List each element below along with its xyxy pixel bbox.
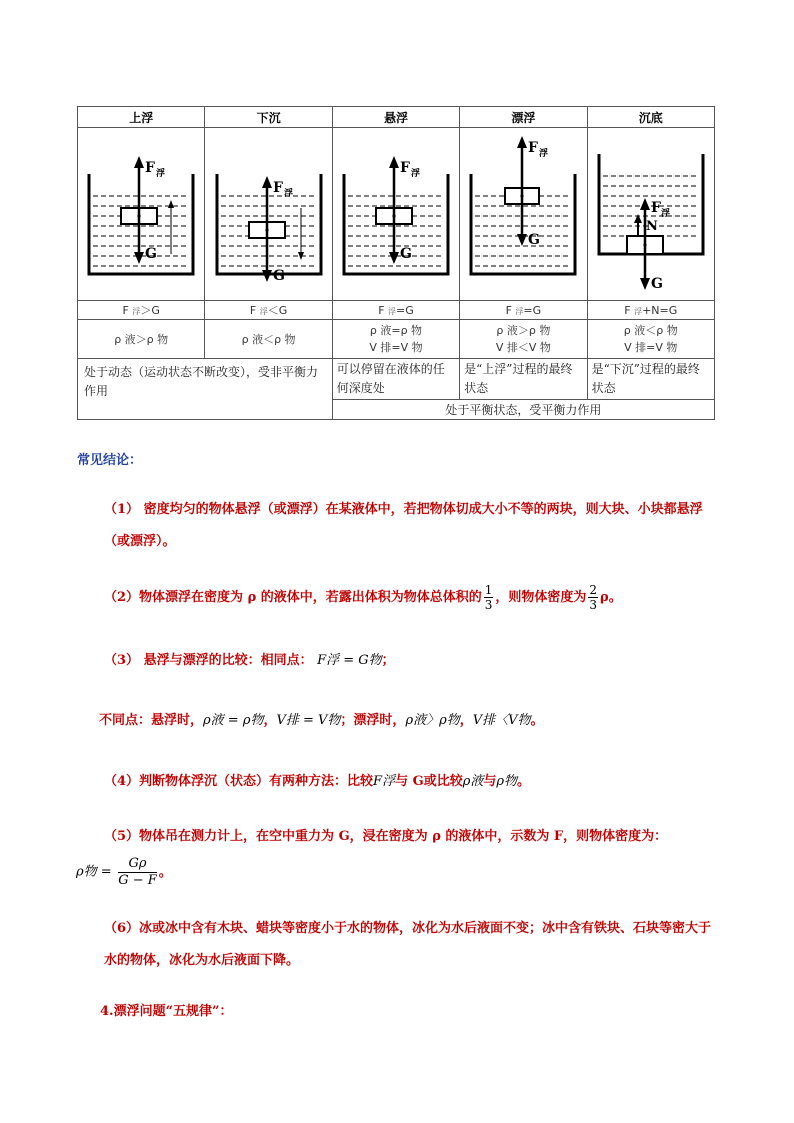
diagram-cell — [78, 128, 205, 301]
buoyancy-subscript: 浮 — [156, 169, 166, 179]
volume-line: V 排=V 物 — [369, 341, 423, 354]
buoyancy-label: F — [399, 160, 410, 176]
fraction-two-thirds — [588, 583, 598, 612]
density-line: ρ 液＞ρ 物 — [496, 324, 551, 337]
condition-force: F — [505, 303, 512, 317]
buoyancy-subscript: 浮 — [539, 149, 549, 159]
condition-cell — [332, 301, 459, 320]
condition-sub: 浮 — [259, 307, 268, 316]
buoyancy-label: F — [272, 180, 283, 196]
description-row — [78, 359, 715, 400]
condition-rest: +N=G — [642, 303, 678, 317]
density-line: ρ 液＜ρ 物 — [241, 332, 296, 346]
normal-force-label: N — [645, 219, 658, 234]
dynamic-description: 处于动态（运动状态不断改变），受非平衡力作用 — [78, 359, 333, 420]
conclusion-3-text: （3） 悬浮与漂浮的比较：相同点： — [104, 653, 313, 668]
volume-line: V 排＜V 物 — [495, 341, 551, 354]
fraction-numerator: 2 — [589, 583, 598, 597]
condition-cell — [587, 301, 714, 320]
separator: ， — [263, 713, 277, 728]
conclusion-2-text: （2）物体漂浮在密度为 ρ 的液体中，若露出体积为物体总体积的 — [104, 590, 482, 605]
diagram-row — [78, 128, 715, 301]
header-cell: 下沉 — [205, 107, 332, 128]
conclusion-3 — [74, 645, 724, 677]
sink-description: 是“下沉”过程的最终状态 — [587, 359, 714, 400]
conclusion-2-end: ρ。 — [600, 590, 622, 605]
condition-force: F — [249, 304, 257, 317]
formula-lhs: ρ物 = — [76, 864, 112, 880]
conclusion-4-mid: 与 G或比较 — [395, 774, 463, 789]
condition-rest: ＞G — [140, 304, 160, 317]
conclusion-2 — [74, 582, 724, 614]
condition-cell — [205, 301, 332, 320]
diagram-cell — [587, 128, 714, 301]
buoyancy-subscript: 浮 — [283, 189, 293, 199]
header-cell: 悬浮 — [332, 107, 459, 128]
header-cell: 沉底 — [587, 107, 714, 128]
diagram-cell — [205, 128, 332, 301]
condition-sub: 浮 — [388, 306, 397, 316]
fraction-denominator: 3 — [589, 598, 598, 612]
condition-force: F — [624, 303, 631, 317]
condition-force: F — [378, 303, 385, 317]
float-sink-table — [77, 106, 715, 420]
diagram-cell — [332, 128, 459, 301]
conclusions-heading: 常见结论： — [77, 453, 143, 468]
buoyancy-label: F — [145, 160, 156, 176]
condition-cell — [78, 301, 205, 320]
formula-numerator: Gρ — [118, 856, 157, 873]
beaker-diagram-suspended — [336, 134, 456, 294]
condition-sub: 浮 — [634, 306, 643, 316]
density-cell — [205, 320, 332, 359]
conclusion-3-end: ； — [381, 653, 395, 668]
formula-volume-less: V排〈V物 — [472, 713, 531, 728]
fraction-numerator: 1 — [484, 583, 493, 597]
conclusion-5-text: （5）物体吊在测力计上，在空中重力为 G，浸在密度为 ρ 的液体中，示数为 F，则物体密度为： — [104, 829, 668, 844]
condition-rest: ＜G — [267, 304, 288, 317]
conclusion-4-text: （4）判断物体浮沉（状态）有两种方法：比较 — [104, 774, 374, 789]
formula-float-equals-weight: F浮 = G物 — [317, 653, 382, 668]
formula-buoyancy: F浮 — [373, 774, 396, 789]
formula-denominator: G − F — [118, 873, 157, 888]
density-formula — [76, 856, 726, 889]
beaker-diagram-floating — [463, 134, 583, 294]
density-row — [78, 320, 715, 359]
float-description: 是“上浮”过程的最终状态 — [460, 359, 587, 400]
gravity-label: G — [399, 246, 412, 262]
force-condition-row — [78, 301, 715, 320]
conclusion-4-end: 。 — [517, 774, 531, 789]
condition-rest: =G — [396, 303, 414, 317]
fraction-denominator: 3 — [484, 598, 493, 612]
density-cell — [78, 320, 205, 359]
condition-sub: 浮 — [515, 306, 524, 316]
density-cell — [460, 320, 587, 359]
formula-end: 。 — [158, 865, 172, 880]
condition-sub: 浮 — [132, 307, 141, 316]
header-cell: 漂浮 — [460, 107, 587, 128]
formula-liquid-density: ρ液 — [462, 774, 484, 789]
conclusion-4-and: 与 — [483, 774, 497, 789]
fraction-one-third — [484, 583, 494, 612]
condition-cell — [460, 301, 587, 320]
separator: ， — [459, 713, 473, 728]
diagram-cell — [460, 128, 587, 301]
section-heading-five-rules: 4.漂浮问题“五规律”： — [100, 1004, 233, 1019]
conclusion-6-text: （6）冰或冰中含有木块、蜡块等密度小于水的物体，冰化为水后液面不变；冰中含有铁块、石块等密大于水的物体，冰化为水后液面下降。 — [104, 921, 712, 968]
gravity-label: G — [528, 232, 541, 248]
buoyancy-label: F — [650, 200, 661, 216]
suspend-description: 可以停留在液体的任何深度处 — [332, 359, 459, 400]
beaker-diagram-rising — [81, 134, 201, 294]
condition-rest: =G — [523, 303, 542, 317]
formula-object-density: ρ物 — [496, 774, 518, 789]
conclusion-1 — [74, 494, 724, 558]
conclusion-6 — [74, 913, 724, 977]
buoyancy-subscript: 浮 — [660, 209, 670, 219]
conclusion-2-mid: ，则物体密度为 — [495, 590, 587, 605]
balance-description: 处于平衡状态，受平衡力作用 — [332, 400, 714, 420]
buoyancy-label: F — [528, 140, 539, 156]
buoyancy-subscript: 浮 — [410, 169, 420, 179]
gravity-label: G — [145, 246, 158, 262]
formula-density-greater: ρ液〉ρ物 — [405, 713, 460, 728]
difference-text: 不同点：悬浮时， — [99, 713, 204, 728]
conclusion-4 — [74, 766, 724, 798]
conclusion-3-difference — [99, 705, 749, 737]
table-header-row — [78, 107, 715, 128]
density-cell — [587, 320, 714, 359]
density-line: ρ 液=ρ 物 — [369, 324, 423, 337]
conclusion-1-text: （1） 密度均匀的物体悬浮（或漂浮）在某液体中，若把物体切成大小不等的两块，则大块、小块都悬浮（或漂浮）。 — [104, 502, 703, 549]
formula-density-equal: ρ液 = ρ物 — [203, 713, 264, 728]
formula-volume-equal: V排 = V物 — [276, 713, 341, 728]
density-cell — [332, 320, 459, 359]
condition-force: F — [122, 304, 129, 317]
difference-text-2: ；漂浮时， — [340, 713, 406, 728]
density-line: ρ 液＜ρ 物 — [623, 324, 678, 337]
beaker-diagram-bottom — [591, 134, 711, 294]
density-line: ρ 液＞ρ 物 — [114, 332, 169, 346]
difference-end: 。 — [530, 713, 544, 728]
conclusion-5 — [74, 821, 724, 853]
formula-fraction — [118, 856, 157, 889]
gravity-label: G — [650, 276, 663, 292]
volume-line: V 排=V 物 — [624, 341, 678, 354]
gravity-label: G — [272, 268, 285, 284]
header-cell: 上浮 — [78, 107, 205, 128]
beaker-diagram-sinking — [209, 134, 329, 294]
